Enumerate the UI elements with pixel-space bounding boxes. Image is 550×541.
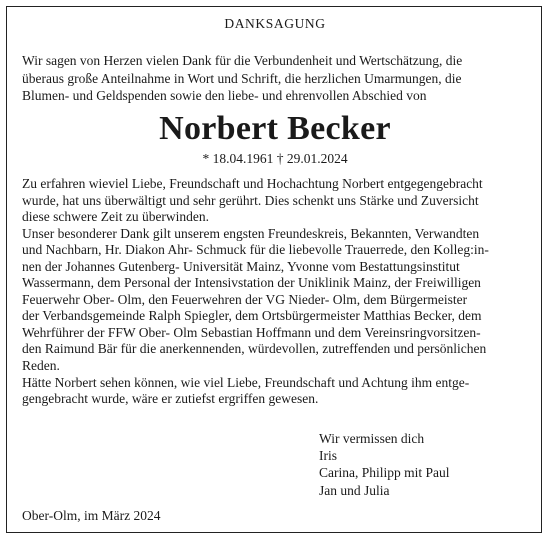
signature-block xyxy=(319,430,450,499)
life-dates: * 18.04.1961 † 29.01.2024 xyxy=(202,151,348,166)
body-line: und Nachbarn, Hr. Diakon Ahr- Schmuck für die liebevolle Trauerrede, den Kolleg:in- xyxy=(22,242,489,258)
intro-line: überaus große Anteilnahme in Wort und Schrift, die herzlichen Umarmungen, die xyxy=(22,70,462,86)
body-line: Zu erfahren wieviel Liebe, Freundschaft und Hochachtung Norbert entgegengebracht xyxy=(22,176,483,191)
body-line: gengebracht wurde, wäre er zutiefst ergriffen gewesen. xyxy=(22,391,319,407)
body-line: Feuerwehr Ober- Olm, den Feuerwehren der VG Nieder- Olm, dem Bürgermeister xyxy=(22,291,468,307)
body-line: Reden. xyxy=(22,358,60,374)
place-date: Ober-Olm, im März 2024 xyxy=(22,508,161,523)
body-line: diese schwere Zeit zu überwinden. xyxy=(22,209,210,225)
signature-line: Carina, Philipp mit Paul xyxy=(319,465,450,481)
thanks-body xyxy=(22,176,530,408)
body-line: Wassermann, dem Personal der Intensivstation der Uniklinik Mainz, der Freiwilligen xyxy=(22,275,481,291)
signature-line: Wir vermissen dich xyxy=(319,431,425,446)
deceased-name: Norbert Becker xyxy=(159,110,391,147)
body-line: wurde, hat uns überwältigt und sehr gerührt. Dies schenkt uns Stärke und Zuversicht xyxy=(22,192,479,208)
signature-line: Jan und Julia xyxy=(319,482,390,498)
intro-paragraph xyxy=(22,52,530,105)
body-line: nen der Johannes Gutenberg- Universität Mainz, Yvonne vom Bestattungsinstitut xyxy=(22,258,460,274)
body-line: Wehrführer der FFW Ober- Olm Sebastian Hoffmann und dem Vereinsringvorsitzen- xyxy=(22,324,481,340)
signature-line: Iris xyxy=(319,448,337,464)
intro-line: Blumen- und Geldspenden sowie den liebe- und ehrenvollen Abschied von xyxy=(22,88,427,104)
body-line: Hätte Norbert sehen können, wie viel Liebe, Freundschaft und Achtung ihm entge- xyxy=(22,374,470,390)
body-line: der Verbandsgemeinde Ralph Spiegler, dem Ortsbürgermeister Matthias Becker, dem xyxy=(22,308,482,324)
notice-heading: DANKSAGUNG xyxy=(224,16,326,31)
intro-line: Wir sagen von Herzen vielen Dank für die Verbundenheit und Wertschätzung, die xyxy=(22,53,463,68)
body-line: den Raimund Bär für die anerkennenden, würdevollen, zutreffenden und persönlichen xyxy=(22,341,487,357)
body-line: Unser besonderer Dank gilt unserem engsten Freundeskreis, Bekannten, Verwandten xyxy=(22,225,480,241)
